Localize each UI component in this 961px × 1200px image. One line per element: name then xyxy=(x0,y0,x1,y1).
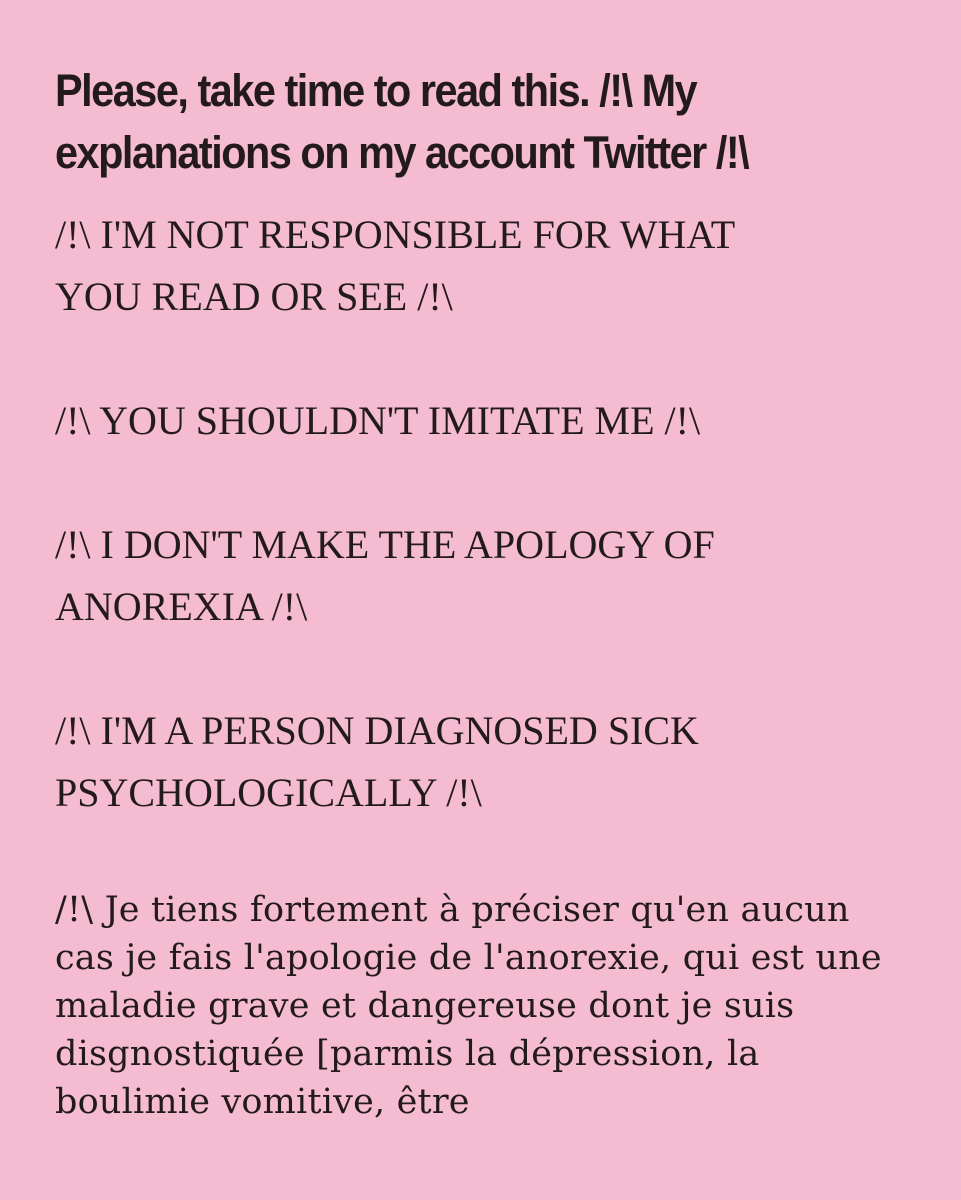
warning-do-not-imitate: /!\ YOU SHOULDN'T IMITATE ME /!\ xyxy=(55,398,701,443)
warning-not-responsible: /!\ I'M NOT RESPONSIBLE FOR WHAT YOU READ OR SEE /!\ xyxy=(55,212,735,319)
warning-diagnosed: /!\ I'M A PERSON DIAGNOSED SICK PSYCHOLOGICALLY /!\ xyxy=(55,708,699,815)
french-explanation-paragraph: /!\ Je tiens fortement à préciser qu'en aucun cas je fais l'apologie de l'anorexie, qui est une maladie grave et dangereuse dont je suis disgnostiquée [parmis la dépression, la boulimie vomitive, être xyxy=(55,890,882,1122)
warning-no-apology: /!\ I DON'T MAKE THE APOLOGY OF ANOREXIA /!\ xyxy=(55,522,715,629)
document-title: Please, take time to read this. /!\ My explanations on my account Twitter /!\ xyxy=(55,65,749,178)
document-body xyxy=(55,204,935,1126)
